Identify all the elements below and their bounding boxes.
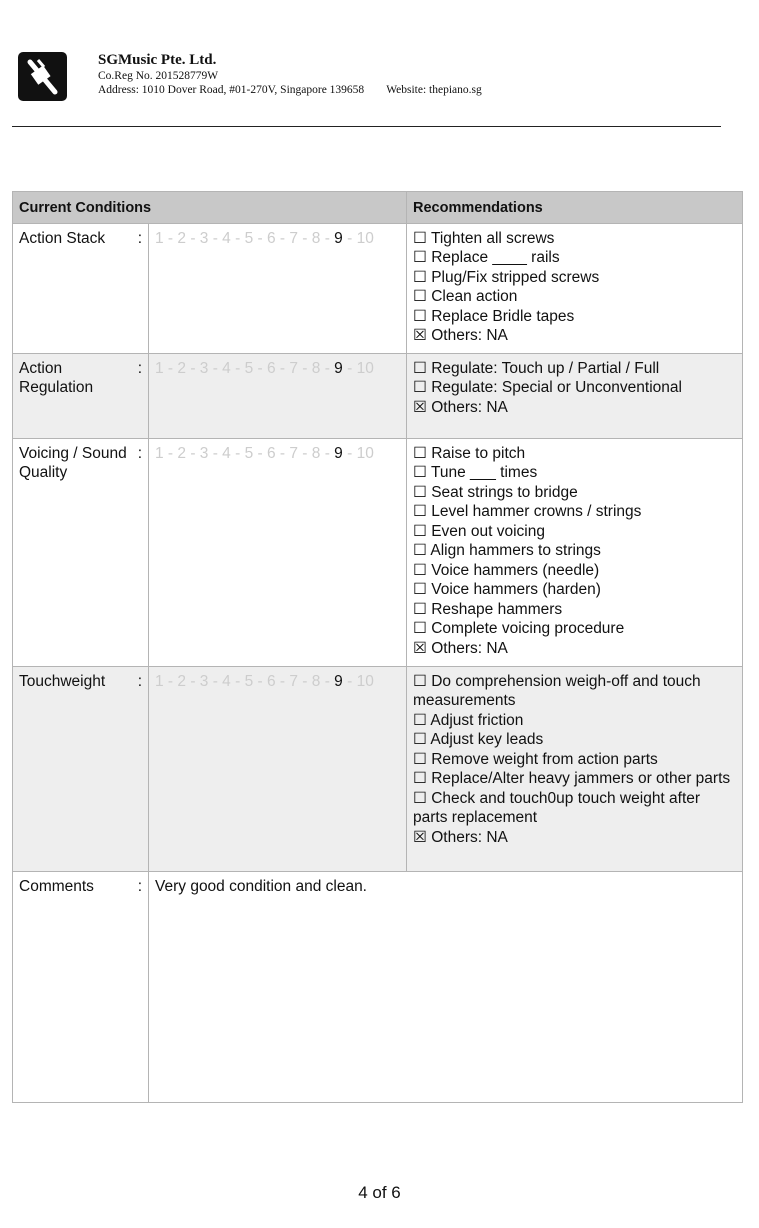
condition-label: Action Stack xyxy=(19,229,106,247)
condition-label-cell xyxy=(13,353,149,438)
tuning-hammer-icon xyxy=(18,52,67,101)
recommendation-item: ☒ Others: NA xyxy=(413,398,508,416)
row-touchweight xyxy=(13,666,743,871)
condition-label: Voicing / Sound Quality xyxy=(19,444,127,481)
company-name: SGMusic Pte. Ltd. xyxy=(98,52,217,68)
recommendation-item: ☐ Clean action xyxy=(413,288,518,305)
row-action-regulation xyxy=(13,353,743,438)
rating-scale-cell xyxy=(149,666,407,871)
header-divider xyxy=(12,126,721,127)
condition-label-cell xyxy=(13,666,149,871)
scale-after: - 10 xyxy=(342,444,374,462)
header-recommendations: Recommendations xyxy=(407,192,743,224)
label-colon: : xyxy=(137,444,142,462)
recommendation-item: ☐ Complete voicing procedure xyxy=(413,620,625,637)
scale-after: - 10 xyxy=(342,229,374,247)
recommendation-item: ☐ Tighten all screws xyxy=(413,229,555,247)
company-website: Website: thepiano.sg xyxy=(386,84,482,96)
scale-after: - 10 xyxy=(342,672,374,690)
condition-label: Touchweight xyxy=(19,672,106,690)
condition-label: Action Regulation xyxy=(19,359,94,396)
scale-selected: 9 xyxy=(334,229,343,247)
recommendation-item: ☒ Others: NA xyxy=(413,828,508,846)
comments-label: Comments xyxy=(19,877,94,895)
recommendation-item: ☐ Raise to pitch xyxy=(413,444,526,462)
recommendation-item: ☐ Replace/Alter heavy jammers or other parts xyxy=(413,770,731,787)
scale-selected: 9 xyxy=(334,672,343,690)
recommendation-item: ☐ Adjust key leads xyxy=(413,731,544,748)
rating-scale-cell xyxy=(149,353,407,438)
recommendation-item: ☐ Do comprehension weigh-off and touch measurements xyxy=(413,672,701,709)
recommendation-item: ☐ Adjust friction xyxy=(413,711,524,729)
company-address-line xyxy=(98,83,482,97)
table-header-row xyxy=(13,192,743,224)
scale-selected: 9 xyxy=(334,444,343,462)
scale-before: 1 - 2 - 3 - 4 - 5 - 6 - 7 - 8 - xyxy=(155,359,335,377)
recommendation-item: ☐ Align hammers to strings xyxy=(413,542,601,559)
condition-label-cell xyxy=(13,223,149,353)
recommendation-item: ☐ Reshape hammers xyxy=(413,600,563,618)
recommendation-item: ☐ Seat strings to bridge xyxy=(413,483,578,501)
company-info xyxy=(98,51,482,97)
scale-after: - 10 xyxy=(342,359,374,377)
rating-scale-cell xyxy=(149,223,407,353)
recommendation-item: ☒ Others: NA xyxy=(413,639,508,657)
recommendation-item: ☐ Check and touch0up touch weight after parts replacement xyxy=(413,789,701,826)
label-colon: : xyxy=(137,877,142,895)
scale-selected: 9 xyxy=(334,359,343,377)
recommendation-item: ☐ Voice hammers (harden) xyxy=(413,581,601,598)
recommendations-cell xyxy=(407,666,743,871)
recommendation-item: ☐ Level hammer crowns / strings xyxy=(413,503,642,520)
recommendation-item: ☒ Others: NA xyxy=(413,327,508,344)
recommendation-item: ☐ Replace ____ rails xyxy=(413,249,560,266)
label-colon: : xyxy=(137,672,142,690)
rating-scale xyxy=(155,360,374,377)
recommendation-item: ☐ Regulate: Touch up / Partial / Full xyxy=(413,359,660,377)
recommendation-item: ☐ Replace Bridle tapes xyxy=(413,307,575,325)
header-current-conditions: Current Conditions xyxy=(13,192,407,224)
rating-scale xyxy=(155,673,374,690)
scale-before: 1 - 2 - 3 - 4 - 5 - 6 - 7 - 8 - xyxy=(155,444,335,462)
recommendations-cell xyxy=(407,353,743,438)
scale-before: 1 - 2 - 3 - 4 - 5 - 6 - 7 - 8 - xyxy=(155,672,335,690)
company-logo xyxy=(18,52,67,101)
recommendation-item: ☐ Regulate: Special or Unconventional xyxy=(413,379,682,396)
recommendation-item: ☐ Voice hammers (needle) xyxy=(413,561,600,579)
recommendations-cell xyxy=(407,438,743,666)
rating-scale xyxy=(155,230,374,247)
recommendation-item: ☐ Remove weight from action parts xyxy=(413,750,658,768)
recommendations-cell xyxy=(407,223,743,353)
label-colon: : xyxy=(137,229,142,247)
page-number: 4 of 6 xyxy=(358,1183,401,1202)
row-action-stack xyxy=(13,223,743,353)
comments-label-cell xyxy=(13,871,149,1102)
conditions-table xyxy=(12,191,743,1103)
recommendation-item: ☐ Even out voicing xyxy=(413,522,545,540)
recommendation-item: ☐ Plug/Fix stripped screws xyxy=(413,268,600,286)
recommendation-item: ☐ Tune ___ times xyxy=(413,464,538,481)
row-voicing-sound-quality xyxy=(13,438,743,666)
rating-scale xyxy=(155,445,374,462)
company-reg-no: Co.Reg No. 201528779W xyxy=(98,70,219,82)
row-comments xyxy=(13,871,743,1102)
scale-before: 1 - 2 - 3 - 4 - 5 - 6 - 7 - 8 - xyxy=(155,229,335,247)
condition-label-cell xyxy=(13,438,149,666)
label-colon: : xyxy=(137,359,142,377)
comments-text: Very good condition and clean. xyxy=(149,871,743,1102)
company-address: Address: 1010 Dover Road, #01-270V, Singapore 139658 xyxy=(98,84,365,96)
rating-scale-cell xyxy=(149,438,407,666)
